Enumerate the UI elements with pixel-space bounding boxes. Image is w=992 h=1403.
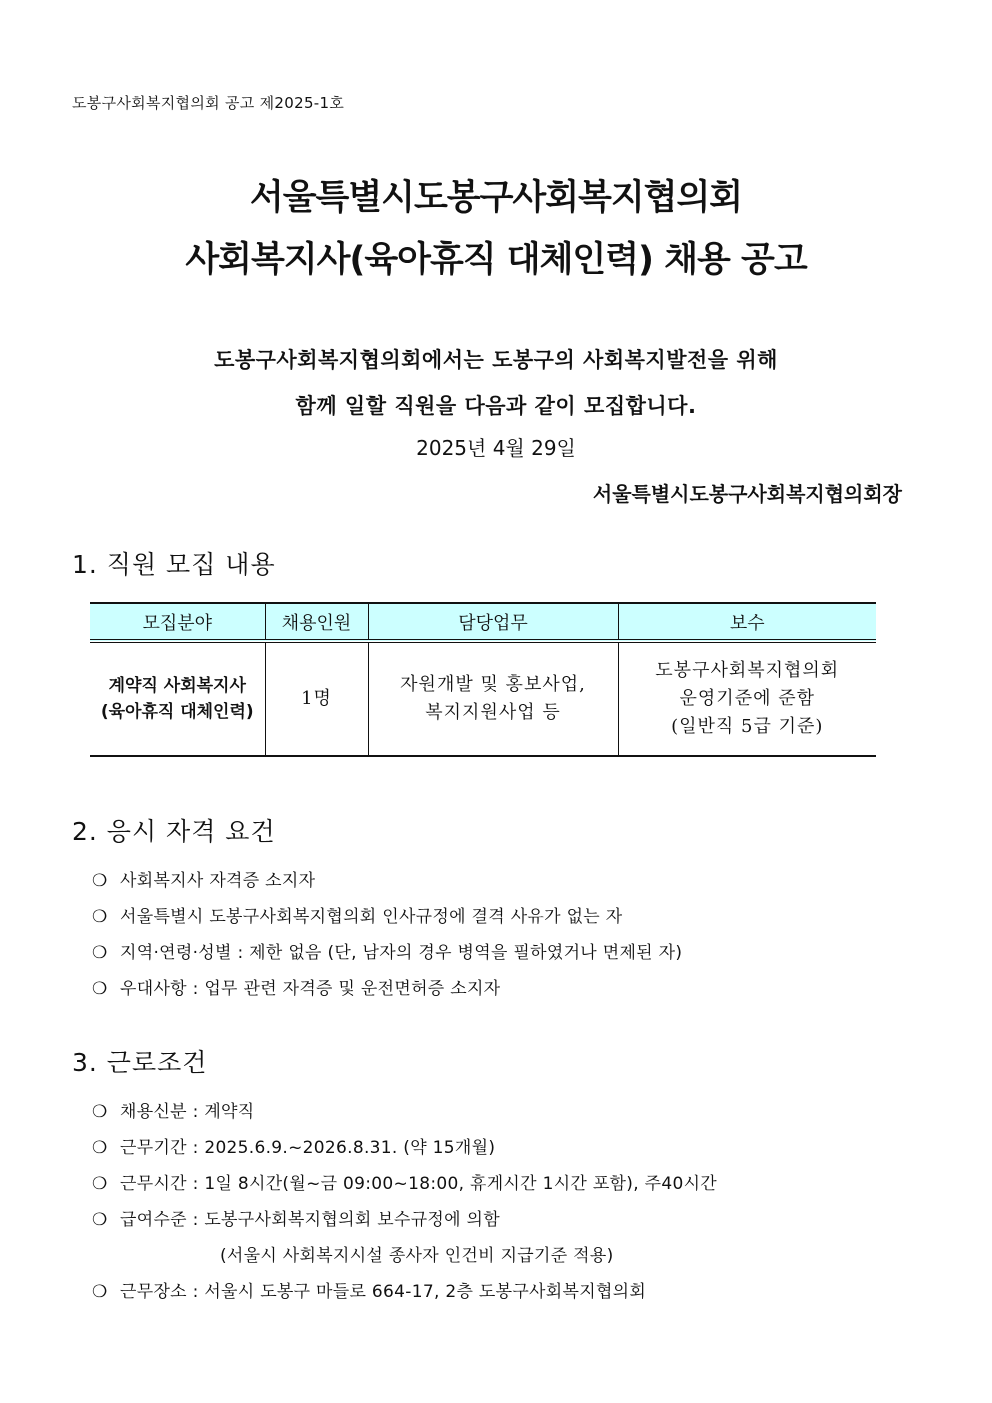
header-field: 모집분야 [90, 603, 265, 641]
notice-number: 도봉구사회복지협의회 공고 제2025-1호 [72, 94, 345, 112]
intro-line2: 함께 일할 직원을 다음과 같이 모집합니다. [295, 394, 697, 418]
condition-text: 채용신분 : 계약직 [120, 1102, 255, 1122]
qualification-text: 서울특별시 도봉구사회복지협의회 인사규정에 결격 사유가 없는 자 [120, 907, 623, 927]
header-duties: 담당업무 [368, 603, 618, 641]
section1-heading: 1. 직원 모집 내용 [72, 550, 276, 579]
cell-field-line2: (육아휴직 대체인력) [100, 702, 254, 722]
condition-item [92, 1169, 717, 1194]
qualification-item [92, 938, 682, 963]
condition-text: 급여수준 : 도봉구사회복지협의회 보수규정에 의함 [120, 1210, 501, 1230]
cell-field [90, 641, 265, 756]
document-title-line2: 사회복지사(육아휴직 대체인력) 채용 공고 [185, 240, 807, 280]
qualification-text: 우대사항 : 업무 관련 자격증 및 운전면허증 소지자 [120, 979, 501, 999]
qualification-text: 지역·연령·성별 : 제한 없음 (단, 남자의 경우 병역을 필하였거나 면제된 자) [120, 943, 683, 963]
cell-duties-line2: 복지지원사업 등 [425, 702, 561, 723]
document-title-line1: 서울특별시도봉구사회복지협의회 [249, 178, 743, 218]
cell-pay-line3: (일반직 5급 기준) [671, 716, 824, 737]
announcement-date: 2025년 4월 29일 [416, 436, 576, 460]
cell-pay-line1: 도봉구사회복지협의회 [655, 660, 840, 681]
cell-duties-line1: 자원개발 및 홍보사업, [400, 674, 586, 695]
condition-text: 근무시간 : 1일 8시간(월~금 09:00~18:00, 휴게시간 1시간 포함), 주40시간 [120, 1174, 718, 1194]
circle-bullet-icon: ❍ [92, 1138, 108, 1158]
qualification-item [92, 902, 622, 927]
circle-bullet-icon: ❍ [92, 1282, 108, 1302]
condition-item [92, 1133, 495, 1158]
cell-field-line1: 계약직 사회복지사 [108, 676, 246, 696]
intro-line1: 도봉구사회복지협의회에서는 도봉구의 사회복지발전을 위해 [214, 348, 778, 372]
circle-bullet-icon: ❍ [92, 871, 108, 891]
condition-item [92, 1277, 646, 1302]
table-header-row [90, 603, 876, 641]
circle-bullet-icon: ❍ [92, 943, 108, 963]
section3-heading: 3. 근로조건 [72, 1048, 208, 1077]
header-pay: 보수 [618, 603, 876, 641]
circle-bullet-icon: ❍ [92, 1174, 108, 1194]
signature: 서울특별시도봉구사회복지협의회장 [592, 482, 902, 506]
cell-duties [368, 641, 618, 756]
condition-text: 근무기간 : 2025.6.9.~2026.8.31. (약 15개월) [120, 1138, 496, 1158]
qualification-item [92, 974, 500, 999]
condition-item [92, 1205, 500, 1230]
circle-bullet-icon: ❍ [92, 1210, 108, 1230]
condition-text: 근무장소 : 서울시 도봉구 마들로 664-17, 2층 도봉구사회복지협의회 [120, 1282, 647, 1302]
circle-bullet-icon: ❍ [92, 1102, 108, 1122]
cell-pay-line2: 운영기준에 준함 [679, 688, 815, 709]
qualification-item [92, 866, 315, 891]
condition-item [92, 1097, 255, 1122]
recruitment-table [90, 602, 876, 757]
pay-note: (서울시 사회복지시설 종사자 인건비 지급기준 적용) [220, 1246, 614, 1266]
table-row [90, 641, 876, 756]
cell-count: 1명 [265, 641, 368, 756]
circle-bullet-icon: ❍ [92, 907, 108, 927]
cell-pay [618, 641, 876, 756]
section2-heading: 2. 응시 자격 요건 [72, 817, 276, 846]
circle-bullet-icon: ❍ [92, 979, 108, 999]
header-count: 채용인원 [265, 603, 368, 641]
qualification-text: 사회복지사 자격증 소지자 [120, 871, 316, 891]
